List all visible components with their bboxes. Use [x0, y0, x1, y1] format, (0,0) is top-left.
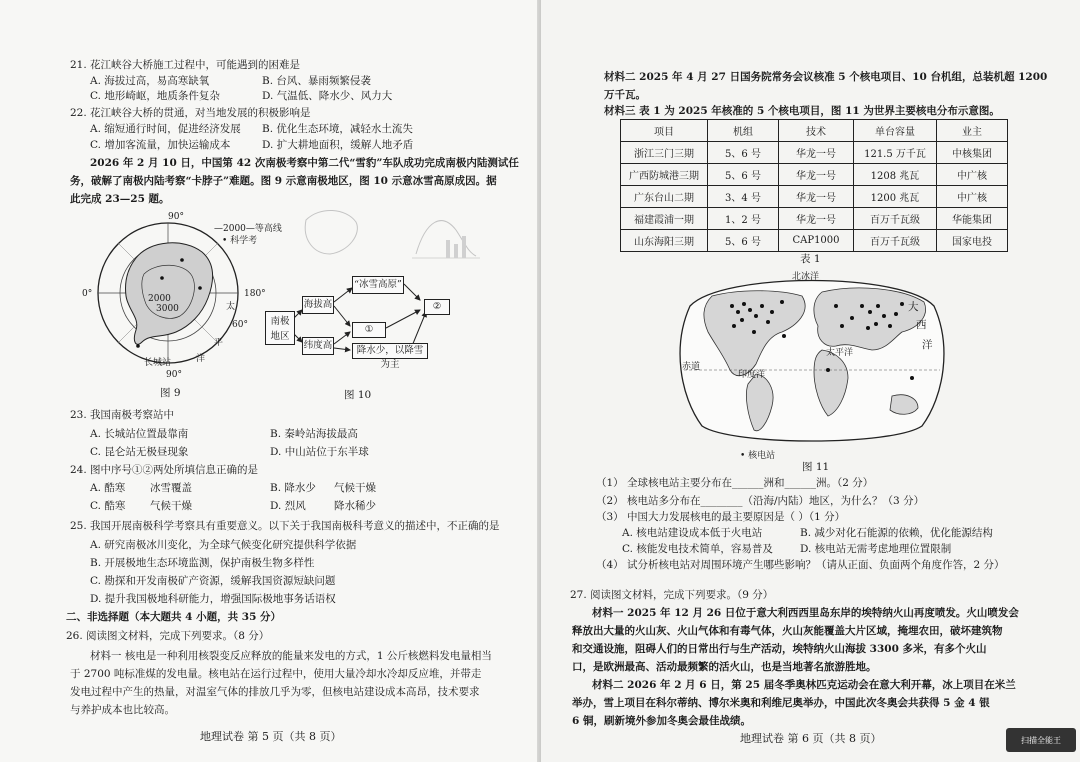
table-1-nuclear-projects [620, 119, 1008, 252]
q24-option-a2: 冰雪覆盖 [150, 482, 192, 494]
table-cell: 广西防城港三期 [621, 164, 708, 186]
q22-option-c: C. 增加客流量，加快运输成本 [90, 139, 231, 151]
q24-option-c2: 气候干燥 [150, 500, 192, 512]
table-header-cell: 项目 [621, 120, 708, 142]
page-5-footer: 地理试卷 第 5 页（共 8 页） [200, 730, 342, 743]
table-cell: 山东海阳三期 [621, 230, 708, 252]
q26-part3-option-d: D. 核电站无需考虑地理位置限制 [800, 543, 952, 555]
table-cell: 1200 兆瓦 [854, 186, 937, 208]
q23-option-a: A. 长城站位置最靠南 [90, 428, 189, 440]
q21-option-a: A. 海拔过高，易高寒缺氧 [90, 75, 210, 87]
q27-material1-line4: 口，是欧洲最高、活动最频繁的活火山，也是当地著名旅游胜地。 [572, 661, 877, 673]
q24-option-b1: B. 降水少 [270, 482, 316, 494]
q23-option-d: D. 中山站位于东半球 [270, 446, 369, 458]
q25-stem: 25. 我国开展南极科学考察具有重要意义。以下关于我国南极科考意义的描述中，不正确的是 [70, 520, 500, 532]
table-cell: 华龙一号 [779, 142, 854, 164]
table-cell: 华能集团 [937, 208, 1008, 230]
table-cell: 百万千瓦级 [854, 230, 937, 252]
q26-part3-option-b: B. 减少对化石能源的依赖，优化能源结构 [800, 527, 993, 539]
material2-line1: 材料二 2025 年 4 月 27 日国务院常务会议核准 5 个核电项目、10 台机组，总装机超 1200 [604, 71, 1048, 83]
table-cell: 中核集团 [937, 142, 1008, 164]
q26-stem: 26. 阅读图文材料，完成下列要求。（8 分） [66, 630, 270, 642]
fig10-high-altitude-box: 海拔高 [302, 296, 334, 314]
q24-option-a1: A. 酷寒 [90, 482, 126, 494]
table-row [621, 208, 1008, 230]
fig9-lon-right: 180° [244, 289, 266, 299]
material-intro-line2: 务，破解了南极内陆考察“卡脖子”难题。图 9 示意南极地区，图 10 示意冰雪高原成因。据 [70, 175, 497, 187]
q26-part1: （1） 全球核电站主要分布在______洲和______洲。（2 分） [596, 477, 874, 489]
fig10-precipitation-box: 降水少，以降雪为主 [352, 343, 428, 359]
fig9-ocean-char-1: 太 [226, 302, 236, 312]
q26-material1-line1: 材料一 核电是一种利用核裂变反应释放的能量来发电的方式，1 公斤核燃料发电量相当 [90, 650, 492, 662]
q25-option-b: B. 开展极地生态环境监测，保护南极生物多样性 [90, 557, 315, 569]
table-cell: 广东台山二期 [621, 186, 708, 208]
q21-option-b: B. 台风、暴雨频繁侵袭 [262, 75, 371, 87]
fig9-lat-60: 60° [232, 320, 248, 330]
fig9-station-label: 长城站 [144, 358, 172, 368]
fig9-ocean-char-3: 洋 [196, 354, 206, 364]
fig10-region-box: 南极 地区 [265, 311, 295, 345]
q23-option-b: B. 秦岭站海拔最高 [270, 428, 358, 440]
q27-stem: 27. 阅读图文材料，完成下列要求。（9 分） [570, 589, 774, 601]
table-cell: CAP1000 [779, 230, 854, 252]
material3-intro: 材料三 表 1 为 2025 年核准的 5 个核电项目，图 11 为世界主要核电分布示意图。 [604, 105, 1000, 117]
q22-option-a: A. 缩短通行时间，促进经济发展 [90, 123, 241, 135]
q23-option-c: C. 昆仑站无极昼现象 [90, 446, 189, 458]
fig9-caption: 图 9 [160, 387, 181, 399]
table-row [621, 142, 1008, 164]
q26-material1-line2: 于 2700 吨标准煤的发电量。核电站在运行过程中，使用大量冷却水冷却反应堆，并带走 [70, 668, 482, 680]
q24-option-c1: C. 酷寒 [90, 500, 126, 512]
fig9-lon-top: 90° [168, 212, 184, 222]
material-intro-line3: 此完成 23—25 题。 [70, 193, 170, 205]
q25-option-d: D. 提升我国极地科研能力，增强国际极地事务话语权 [90, 593, 336, 605]
table-cell: 华龙一号 [779, 208, 854, 230]
table-header-cell: 机组 [708, 120, 779, 142]
q27-material1-line2: 释放出大量的火山灰、火山气体和有毒气体，火山灰能覆盖大片区域，掩埋农田，破坏建筑物 [572, 625, 1003, 637]
table-cell: 5、6 号 [708, 142, 779, 164]
fig11-arctic-ocean: 北冰洋 [792, 272, 820, 282]
fig9-ocean-char-2: 平 [214, 338, 224, 348]
table-header-cell: 业主 [937, 120, 1008, 142]
fig10-blank-box-1: ① [352, 322, 386, 338]
q25-option-a: A. 研究南极冰川变化，为全球气候变化研究提供科学依据 [90, 539, 357, 551]
fig10-caption: 图 10 [344, 389, 372, 401]
fig9-lon-bottom: 90° [166, 370, 182, 380]
q27-material1-line1: 材料一 2025 年 12 月 26 日位于意大利西西里岛东岸的埃特纳火山再度喷发。火山喷发会 [592, 607, 1019, 619]
q24-stem: 24. 图中序号①②两处所填信息正确的是 [70, 464, 259, 476]
scanner-watermark-badge [1006, 728, 1076, 752]
table-cell: 5、6 号 [708, 230, 779, 252]
table-row [621, 164, 1008, 186]
q26-material1-line3: 发电过程中产生的热量，对温室气体的排放几乎为零，但核电站建设成本高昂，技术要求 [70, 686, 480, 698]
table-cell: 百万千瓦级 [854, 208, 937, 230]
q25-option-c: C. 勘探和开发南极矿产资源，缓解我国资源短缺问题 [90, 575, 336, 587]
table-row [621, 186, 1008, 208]
table-cell: 浙江三门三期 [621, 142, 708, 164]
fig11-pacific-ocean: 太平洋 [826, 348, 854, 358]
page-6-footer: 地理试卷 第 6 页（共 8 页） [740, 732, 882, 745]
q26-part3: （3） 中国大力发展核电的最主要原因是（ ）（1 分） [596, 511, 846, 523]
fig11-atlantic-char-1: 大 [908, 301, 919, 313]
table-cell: 5、6 号 [708, 164, 779, 186]
q26-part3-option-a: A. 核电站建设成本低于火电站 [622, 527, 763, 539]
fig10-blank-box-2: ② [424, 299, 450, 315]
table-1-caption: 表 1 [800, 253, 821, 265]
q22-option-d: D. 扩大耕地面积，缓解人地矛盾 [262, 139, 414, 151]
fig10-faded-background-maps [296, 200, 486, 270]
fig9-contour-2000: 2000 [148, 294, 171, 304]
q22-option-b: B. 优化生态环境，减轻水土流失 [262, 123, 413, 135]
table-cell: 3、4 号 [708, 186, 779, 208]
q26-part3-option-c: C. 核能发电技术简单，容易普及 [622, 543, 773, 555]
section-2-heading: 二、非选择题（本大题共 4 小题，共 35 分） [66, 611, 282, 623]
table-cell: 福建霞浦一期 [621, 208, 708, 230]
fig11-atlantic-char-3: 洋 [922, 339, 933, 351]
q24-option-d1: D. 烈风 [270, 500, 306, 512]
table-header-row [621, 120, 1008, 142]
fig9-legend-contour: —2000—等高线 [214, 224, 282, 234]
q27-material2-line1: 材料二 2026 年 2 月 6 日，第 25 届冬季奥林匹克运动会在意大利开幕，冰上项目在米兰 [592, 679, 1016, 691]
table-cell: 中广核 [937, 164, 1008, 186]
fig9-lon-left: 0° [82, 289, 93, 299]
fig11-equator: 赤道 [682, 362, 701, 372]
q26-part2: （2） 核电站多分布在________（沿海/内陆）地区，为什么？（3 分） [596, 495, 925, 507]
q27-material2-line2: 举办，雪上项目在科尔蒂纳、博尔米奥和利维尼奥举办，中国此次冬奥会共获得 5 金 4 银 [572, 697, 990, 709]
table-cell: 中广核 [937, 186, 1008, 208]
fig11-atlantic-char-2: 西 [916, 319, 927, 331]
material-intro-line1: 2026 年 2 月 10 日，中国第 42 次南极考察中第二代“雪豹”车队成功完成南极内陆测试任 [90, 157, 519, 169]
material2-line2: 万千瓦。 [604, 89, 646, 101]
table-cell: 121.5 万千瓦 [854, 142, 937, 164]
fig10-high-latitude-box: 纬度高 [302, 337, 334, 355]
fig11-indian-ocean: 印度洋 [738, 370, 766, 380]
q26-material1-line4: 与养护成本也比较高。 [70, 704, 175, 716]
world-map-graphic [672, 266, 952, 448]
q24-option-b2: 气候干燥 [334, 482, 376, 494]
q21-stem: 21. 花江峡谷大桥施工过程中，可能遇到的困难是 [70, 59, 301, 71]
table-header-cell: 技术 [779, 120, 854, 142]
q23-stem: 23. 我国南极考察站中 [70, 409, 175, 421]
fig10-ice-plateau-box: “冰雪高原” [352, 276, 404, 294]
scanner-watermark-label: 扫描全能王 [1021, 735, 1061, 745]
q22-stem: 22. 花江峡谷大桥的贯通，对当地发展的积极影响是 [70, 107, 311, 119]
table-cell: 华龙一号 [779, 164, 854, 186]
fig9-legend-station: • 科学考 [222, 236, 258, 246]
table-cell: 国家电投 [937, 230, 1008, 252]
q27-material2-line3: 6 铜，刷新境外参加冬奥会最佳战绩。 [572, 715, 751, 727]
fig9-contour-3000: 3000 [156, 304, 179, 314]
table-header-cell: 单台容量 [854, 120, 937, 142]
q21-option-c: C. 地形崎岖，地质条件复杂 [90, 90, 220, 102]
fig11-caption: 图 11 [802, 461, 830, 473]
table-cell: 1、2 号 [708, 208, 779, 230]
fig11-legend: • 核电站 [740, 451, 776, 461]
table-cell: 华龙一号 [779, 186, 854, 208]
q24-option-d2: 降水稀少 [334, 500, 376, 512]
table-cell: 1208 兆瓦 [854, 164, 937, 186]
q26-part4: （4） 试分析核电站对周围环境产生哪些影响？（请从正面、负面两个角度作答，2 分） [596, 559, 1005, 571]
q21-option-d: D. 气温低、降水少、风力大 [262, 90, 393, 102]
table-row [621, 230, 1008, 252]
q27-material1-line3: 和交通设施，阻碍人们的日常出行与生产活动，埃特纳火山海拔 3300 多米，有多个火山 [572, 643, 987, 655]
